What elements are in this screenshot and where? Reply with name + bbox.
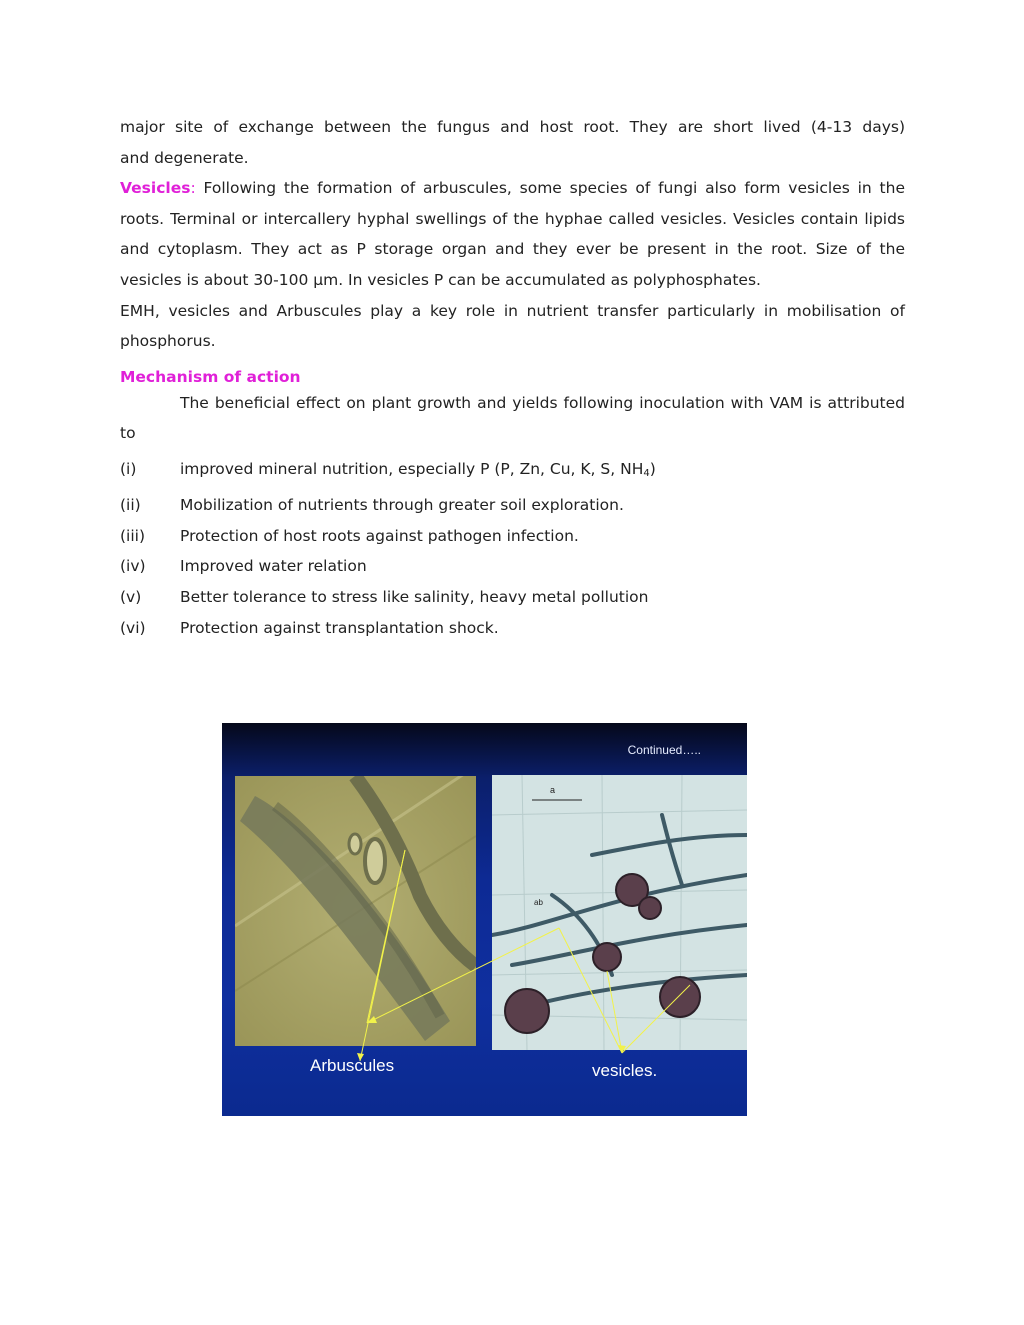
list-item-number: (vi)	[120, 618, 146, 637]
list-item-text: Protection of host roots against pathogen infection.	[180, 526, 579, 545]
list-item	[120, 613, 905, 644]
annotation-lines	[222, 723, 747, 1116]
list-item-number: (iii)	[120, 526, 146, 545]
mechanism-intro: The beneficial effect on plant growth and yields following inoculation with VAM is attributed to	[120, 393, 905, 443]
document-body	[120, 112, 905, 644]
list-item-text: Improved water relation	[180, 557, 367, 576]
intro-line-2: and degenerate.	[120, 148, 249, 167]
vesicles-separator: :	[190, 179, 196, 198]
vesicles-paragraph	[120, 173, 905, 295]
intro-line-1: major site of exchange between the fungus and host root. They are short lived (4-13 days)	[120, 118, 905, 136]
list-item-number: (v)	[120, 588, 142, 607]
list-item	[120, 521, 905, 552]
list-item-text-main: improved mineral nutrition, especially P (P, Zn, Cu, K, S, NH	[180, 459, 644, 478]
micrograph-label-a: a	[550, 785, 556, 795]
vam-figure	[222, 723, 747, 1116]
list-item-number: (ii)	[120, 495, 141, 514]
vesicles-text: Following the formation of arbuscules, some species of fungi also form vesicles in the roots. Terminal or intercallery hyphal swellings of the hyphae called vesicles. Vesicles contain lipids and cytoplasm. They act as P storage organ and they ever be present in the root. Size of the vesicles is about 30-100 µm. In vesicles P can be accumulated as polyphosphates.	[120, 179, 905, 289]
list-item	[120, 582, 905, 613]
list-item-text-tail: )	[649, 459, 656, 478]
micrograph-label-ab: ab	[534, 898, 543, 907]
list-item-text: Protection against transplantation shock.	[180, 618, 499, 637]
list-item-text: Mobilization of nutrients through greater soil exploration.	[180, 495, 624, 514]
caption-arbuscules: Arbuscules	[310, 1056, 395, 1075]
list-item-text: Better tolerance to stress like salinity, heavy metal pollution	[180, 588, 649, 607]
list-item	[120, 551, 905, 582]
vesicles-label: Vesicles	[120, 179, 191, 198]
list-item	[120, 454, 905, 490]
emh-paragraph: EMH, vesicles and Arbuscules play a key role in nutrient transfer particularly in mobilisation of phosphorus.	[120, 301, 905, 351]
benefits-list	[120, 454, 905, 644]
mechanism-heading: Mechanism of action	[120, 367, 301, 386]
list-item-number: (iv)	[120, 557, 146, 576]
caption-vesicles: vesicles.	[592, 1061, 658, 1080]
list-item-subscript: 4	[643, 467, 650, 479]
list-item-text	[180, 454, 656, 490]
continued-label: Continued…..	[627, 743, 701, 757]
list-item	[120, 490, 905, 521]
list-item-number: (i)	[120, 459, 137, 478]
